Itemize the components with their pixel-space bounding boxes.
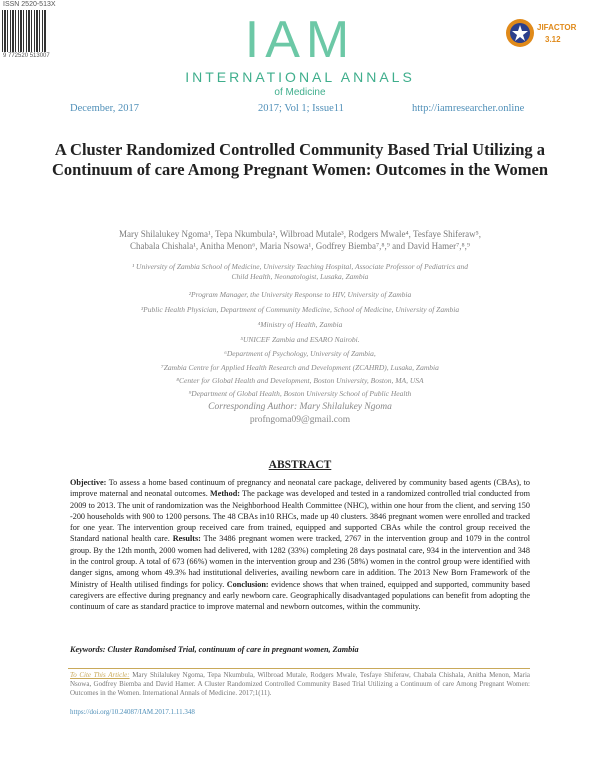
affiliation: ¹ University of Zambia School of Medicine, University Teaching Hospital, Associate Professor of Pediatrics and (131, 262, 469, 271)
affiliation: Child Health, Neonatologist, Lusaka, Zambia (231, 272, 369, 281)
conclusion-label: Conclusion: (226, 579, 269, 589)
author-line: Chabala Chishala¹, Anitha Menon⁶, Maria Nsowa¹, Godfrey Biemba⁷,⁸,⁹ and David Hamer⁷,⁸,⁹ (129, 241, 471, 251)
affiliation: ⁷Zambia Centre for Applied Health Research and Development (ZCAHRD), Lusaka, Zambia (161, 363, 439, 372)
affiliation: ⁴Ministry of Health, Zambia (257, 320, 343, 329)
conclusion-text: evidence shows that when trained, equipped and supported, community based caregivers are effective during pregnancy and early newborn care. Geographically disadvantaged populations can benefit from adopting the continuum of care as standard practice to improve maternal and newborn outcomes, within the community. (70, 579, 530, 612)
jifactor-badge-icon (505, 18, 535, 48)
issn-label: ISSN 2520-513X (3, 1, 56, 8)
citation-block (70, 671, 530, 699)
affiliation: ⁸Center for Global Health and Development, Boston University, Boston, MA, USA (176, 376, 424, 385)
affiliation: ⁶Department of Psychology, University of Zambia, (224, 349, 376, 358)
affiliation: ⁵UNICEF Zambia and ESARO Nairobi. (240, 335, 360, 344)
doi-link[interactable]: https://doi.org/10.24087/IAM.2017.1.11.348 (70, 708, 195, 716)
journal-name: INTERNATIONAL ANNALS (185, 69, 415, 85)
abstract-body (70, 477, 530, 613)
issue-date: December, 2017 (70, 103, 139, 114)
citation-label: To Cite This Article: (70, 671, 130, 679)
jifactor-score: 3.12 (545, 35, 561, 44)
divider (68, 668, 530, 669)
keywords: Keywords: Cluster Randomised Trial, continuum of care in pregnant women, Zambia (70, 645, 359, 654)
affiliation: ²Program Manager, the University Response to HIV, University of Zambia (188, 290, 412, 299)
corresponding-author: Corresponding Author: Mary Shilalukey Ngoma (208, 402, 392, 412)
abstract-heading: ABSTRACT (268, 459, 332, 471)
objective-label: Objective: (70, 478, 107, 487)
affiliation: ³Public Health Physician, Department of Community Medicine, School of Medicine, University of Zambia (140, 305, 460, 314)
volume-issue: 2017; Vol 1; Issue11 (258, 103, 344, 114)
corresponding-email-link[interactable]: profngoma09@gmail.com (249, 415, 351, 425)
results-text: The 3486 pregnant women were tracked, 2767 in the intervention group and 1079 in the control group. By the 12th month, 2000 women had delivered, with 1282 (33%) completing 28 days postnatal care, 934 in the intervention and 348 in the control group. A total of 673 (66%) women in the intervention group and 236 (58%) women in the control group were identified with danger signs, among whom 49.3% had institutional deliveries, availing newborn care in addition. The 2013 New Born Framework of the Ministry of Health utilised findings for policy. (70, 534, 530, 589)
journal-subtitle: of Medicine (274, 87, 326, 98)
author-line: Mary Shilalukey Ngoma¹, Tepa Nkumbula², Wilbroad Mutale³, Rodgers Mwale⁴, Tesfaye Shiferaw⁵, (119, 229, 481, 239)
objective-text: To assess a home based continuum of pregnancy and neonatal care package, delivered by community based agents (CBAs), to improve maternal and neonatal outcomes. (70, 478, 530, 499)
journal-website-link[interactable]: http://iamresearcher.online (412, 103, 525, 114)
journal-logo: IAM (244, 11, 356, 69)
article-title: A Cluster Randomized Controlled Community Based Trial Utilizing a Continuum of care Among Pregnant Women: Outcomes in the Women (51, 140, 549, 179)
citation-text: Mary Shilalukey Ngoma, Tepa Nkumbula, Wilbroad Mutale, Rodgers Mwale, Tesfaye Shiferaw, Chabala Chishala, Anitha Menon, Maria Nsowa, Godfrey Biemba and David Hamer. A Cluster Randomized Controlled Community Based Trial Utilizing a Continuum of care Among Pregnant Women: Outcomes in the Women. International Annals of Medicine. 2017;1(11). (70, 671, 530, 698)
barcode-number: 9 772520 513007 (3, 53, 50, 59)
results-label: Results: (172, 534, 201, 544)
author-list (60, 228, 540, 252)
jifactor-label: JIFACTOR (537, 23, 577, 32)
method-label: Method: (209, 489, 240, 499)
method-text: The package was developed and tested in a randomized controlled trial conducted from 2009 to 2013. The unit of randomization was the Neighborhood Health Committee (NHC), within one hour from the client, and serving 150 -200 households with 900 to 1200 persons. The 48 CBAs in10 RHCs, made up 40 clusters. 3846 pregnant women were enrolled and tracked for one year. The intervention group received care from trained, equipped and supported CBAs while the control group received the Standard national health care. (70, 489, 530, 544)
affiliation: ⁹Department of Global Health, Boston University School of Public Health (188, 389, 412, 398)
